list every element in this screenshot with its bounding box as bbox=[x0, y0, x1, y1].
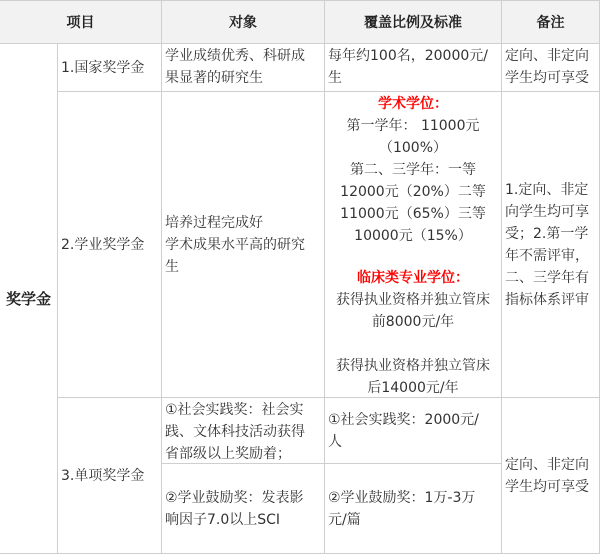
clinical-standard-line: 前8000元/年 bbox=[371, 314, 455, 330]
academic-standard-line: 第一学年： 11000元 bbox=[346, 118, 480, 134]
academic-note-cell bbox=[501, 91, 600, 398]
category-label: 奖学金 bbox=[5, 290, 51, 308]
header-col-standard bbox=[324, 0, 502, 44]
academic-target-line: 学术成果水平高的研究 bbox=[165, 236, 305, 253]
header-col-note-label: 备注 bbox=[536, 15, 565, 31]
academic-item-cell bbox=[57, 91, 162, 398]
academic-standard-line: （100%） bbox=[378, 140, 448, 156]
academic-note-line: 受；2.第一学 bbox=[505, 225, 589, 242]
single-item-label: 3.单项奖学金 bbox=[61, 467, 145, 484]
national-target-line: 学业成绩优秀、科研成 bbox=[165, 48, 305, 64]
single-standard2-line: ②学业鼓励奖：1万-3万 bbox=[328, 489, 476, 506]
clinical-standard-line: 获得执业资格并独立管床 bbox=[336, 358, 490, 374]
national-standard-line: 生 bbox=[328, 70, 342, 86]
academic-item-label: 2.学业奖学金 bbox=[61, 236, 145, 253]
academic-degree-title: 学术学位： bbox=[378, 96, 448, 112]
single-standard1-line: ①社会实践奖：2000元/ bbox=[328, 411, 479, 428]
single-standard2-line: 元/篇 bbox=[328, 511, 361, 528]
academic-note-line: 1.定向、非定 bbox=[505, 181, 589, 198]
academic-standard-line: 第二、三学年：一等 bbox=[350, 162, 476, 178]
academic-note-line: 二、三学年有 bbox=[505, 269, 589, 286]
single-standard1-cell bbox=[324, 397, 502, 464]
single-target1-line: 践、文体科技活动获得 bbox=[165, 424, 305, 440]
header-col-item bbox=[0, 0, 162, 44]
academic-note-line: 向学生均可享 bbox=[505, 203, 589, 220]
national-note-line: 定向、非定向 bbox=[505, 48, 589, 64]
single-target2-cell bbox=[161, 463, 325, 554]
national-target-cell bbox=[161, 43, 325, 92]
header-col-target bbox=[161, 0, 325, 44]
single-target2-line: 响因子7.0以上SCI bbox=[165, 511, 281, 528]
category-cell bbox=[0, 43, 58, 554]
single-standard1-line: 人 bbox=[328, 433, 342, 450]
national-note-line: 学生均可享受 bbox=[505, 70, 589, 86]
academic-standard-line: 12000元（20%）二等 bbox=[340, 184, 486, 200]
national-standard-cell bbox=[324, 43, 502, 92]
academic-note-line: 年不需评审， bbox=[505, 247, 589, 264]
clinical-degree-title: 临床类专业学位： bbox=[357, 270, 469, 286]
national-item-cell bbox=[57, 43, 162, 92]
single-item-cell bbox=[57, 397, 162, 554]
single-target1-line: 省部级以上奖励着； bbox=[165, 446, 291, 462]
header-col-note bbox=[501, 0, 600, 44]
single-target1-line: ①社会实践奖：社会实 bbox=[165, 402, 304, 418]
academic-target-line: 生 bbox=[165, 258, 179, 275]
header-col-standard-label: 覆盖比例及标准 bbox=[364, 15, 462, 31]
header-col-target-label: 对象 bbox=[229, 15, 257, 31]
national-item-label: 1.国家奖学金 bbox=[61, 59, 145, 76]
academic-target-cell bbox=[161, 91, 325, 398]
academic-target-line: 培养过程完成好 bbox=[165, 214, 263, 231]
national-standard-line: 每年约100名，20000元/ bbox=[328, 48, 488, 64]
clinical-standard-line: 获得执业资格并独立管床 bbox=[336, 292, 490, 308]
academic-standard-line: 10000元（15%） bbox=[354, 228, 472, 244]
single-target2-line: ②学业鼓励奖：发表影 bbox=[165, 489, 304, 506]
single-note-cell bbox=[501, 397, 600, 554]
single-target1-cell bbox=[161, 397, 325, 464]
single-note-line: 学生均可享受 bbox=[505, 478, 589, 495]
single-note-line: 定向、非定向 bbox=[505, 456, 589, 473]
national-note-cell bbox=[501, 43, 600, 92]
academic-note-line: 指标体系评审 bbox=[505, 291, 589, 308]
single-standard2-cell bbox=[324, 463, 502, 554]
national-target-line: 果显著的研究生 bbox=[165, 70, 263, 86]
clinical-standard-line: 后14000元/年 bbox=[367, 380, 459, 396]
header-col-item-label: 项目 bbox=[66, 15, 95, 31]
academic-standard-cell bbox=[324, 91, 502, 398]
academic-standard-line: 11000元（65%）三等 bbox=[340, 206, 486, 222]
